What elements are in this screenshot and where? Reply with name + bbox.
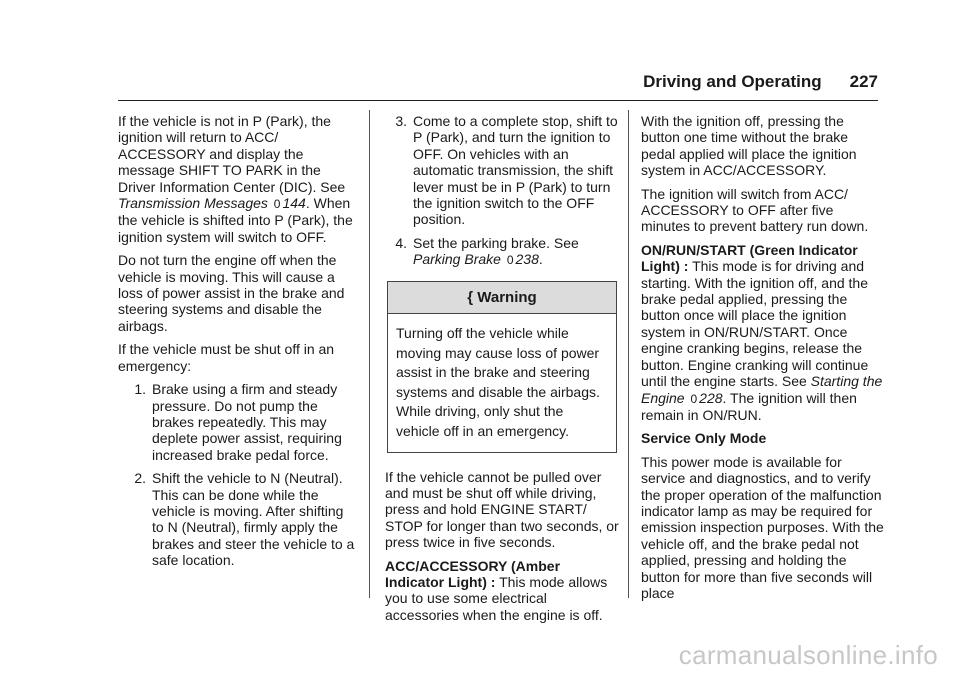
paragraph: Do not turn the engine off when the vehicle is moving. This will cause a loss of power assist in the brake and steering systems and disable the airbags.: [118, 252, 345, 334]
paragraph: With the ignition off, pressing the button one time without the brake pedal applied will place the ignition system in ACC/ACCESSORY.: [641, 113, 857, 179]
cross-reference-link[interactable]: Parking Brake: [413, 251, 501, 268]
page-ref-icon: 0: [690, 391, 698, 406]
page-ref-number[interactable]: 238: [515, 251, 539, 268]
list-item: [118, 381, 356, 463]
list-text: [413, 235, 619, 269]
watermark: carmanualsonline.info: [678, 640, 938, 670]
column-1: [118, 113, 356, 576]
paragraph: [118, 113, 356, 245]
list-text-part: .: [538, 251, 543, 268]
warning-title: Warning: [477, 288, 537, 306]
list-item: [118, 470, 356, 568]
paragraph: [385, 558, 619, 624]
column-divider-2: [628, 110, 629, 598]
list-text: Shift the vehicle to N (Neutral). This can be done while the vehicle is moving. After shifting to N (Neutral), firmly apply the brakes and steer the vehicle to a safe location.: [152, 470, 355, 569]
header-rule: [118, 100, 878, 101]
list-item: [385, 113, 619, 228]
cross-reference-link[interactable]: Transmission Messages: [118, 195, 268, 212]
page-ref-icon: 0: [273, 197, 281, 212]
paragraph: [641, 242, 884, 423]
cross-reference-link[interactable]: Starting the Engine: [641, 373, 883, 406]
page-number: 227: [849, 72, 878, 91]
paragraph: The ignition will switch from ACC/ ACCESSORY to OFF after five minutes to prevent battery run down.: [641, 185, 869, 235]
column-divider-1: [369, 110, 370, 598]
warning-text: Turning off the vehicle while moving may cause loss of power assist in the brake and steering systems and disable the airbags. While driving, only shut the vehicle off in an emergency.: [396, 325, 600, 440]
paragraph: If the vehicle must be shut off in an emergency:: [118, 341, 335, 374]
column-3: [641, 113, 884, 608]
list-item: [385, 235, 619, 269]
warning-icon: {: [467, 288, 474, 306]
list-text: Brake using a firm and steady pressure. Do not pump the brakes repeatedly. This may deplete power assist, requiring increased brake pedal force.: [152, 381, 342, 463]
page-ref-number[interactable]: 228: [699, 389, 723, 406]
paragraph: This power mode is available for service and diagnostics, and to verify the proper operation of the malfunction indicator lamp as may be required for emission inspection purposes. With the vehicle off, and the brake pedal not applied, pressing and holding the button for more than five seconds will place: [641, 453, 884, 601]
page-ref-icon: 0: [506, 253, 514, 268]
section-heading: Service Only Mode: [641, 430, 767, 447]
mode-heading: ON/RUN/START (Green Indicator Light) :: [641, 241, 858, 275]
list-number: 3.: [395, 113, 407, 129]
page-ref-number[interactable]: 144: [282, 195, 306, 212]
list-number: 1.: [134, 381, 146, 398]
mode-description: . The ignition will then remain in ON/RUN.: [641, 389, 857, 423]
paragraph: If the vehicle cannot be pulled over and must be shut off while driving, press and hold ENGINE START/ STOP for longer than two seconds, or press twice in five seconds.: [385, 468, 619, 551]
page-header: [630, 72, 878, 98]
section-title: Driving and Operating: [643, 72, 822, 91]
list-number: 4.: [395, 234, 407, 251]
mode-description: This mode allows you to use some electrical accessories when the engine is off.: [385, 574, 608, 623]
list-number: 2.: [134, 470, 146, 487]
list-text: Come to a complete stop, shift to P (Park), and turn the ignition to OFF. On vehicles with an automatic transmission, the shift lever must be in P (Park) to turn the ignition switch to the OFF position.: [413, 113, 618, 228]
column-2: [385, 113, 619, 630]
list-text-part: Set the parking brake. See: [413, 234, 579, 251]
mode-heading: ACC/ACCESSORY (Amber Indicator Light) :: [385, 557, 561, 591]
warning-box: [387, 281, 617, 453]
paragraph-text: If the vehicle is not in P (Park), the ignition will return to ACC/ ACCESSORY and display the message SHIFT TO PARK in the Driver Information Center (DIC). See: [118, 113, 346, 195]
paragraph-text: . When the vehicle is shifted into P (Park), the ignition system will switch to OFF.: [118, 195, 353, 245]
mode-description: This mode is for driving and starting. With the ignition off, and the brake pedal applied, pressing the button once will place the ignition system in ON/RUN/START. Once engine cranking begins, release the button. Engine cranking will continue until the engine starts. See: [641, 258, 869, 390]
warning-header: [388, 282, 616, 314]
